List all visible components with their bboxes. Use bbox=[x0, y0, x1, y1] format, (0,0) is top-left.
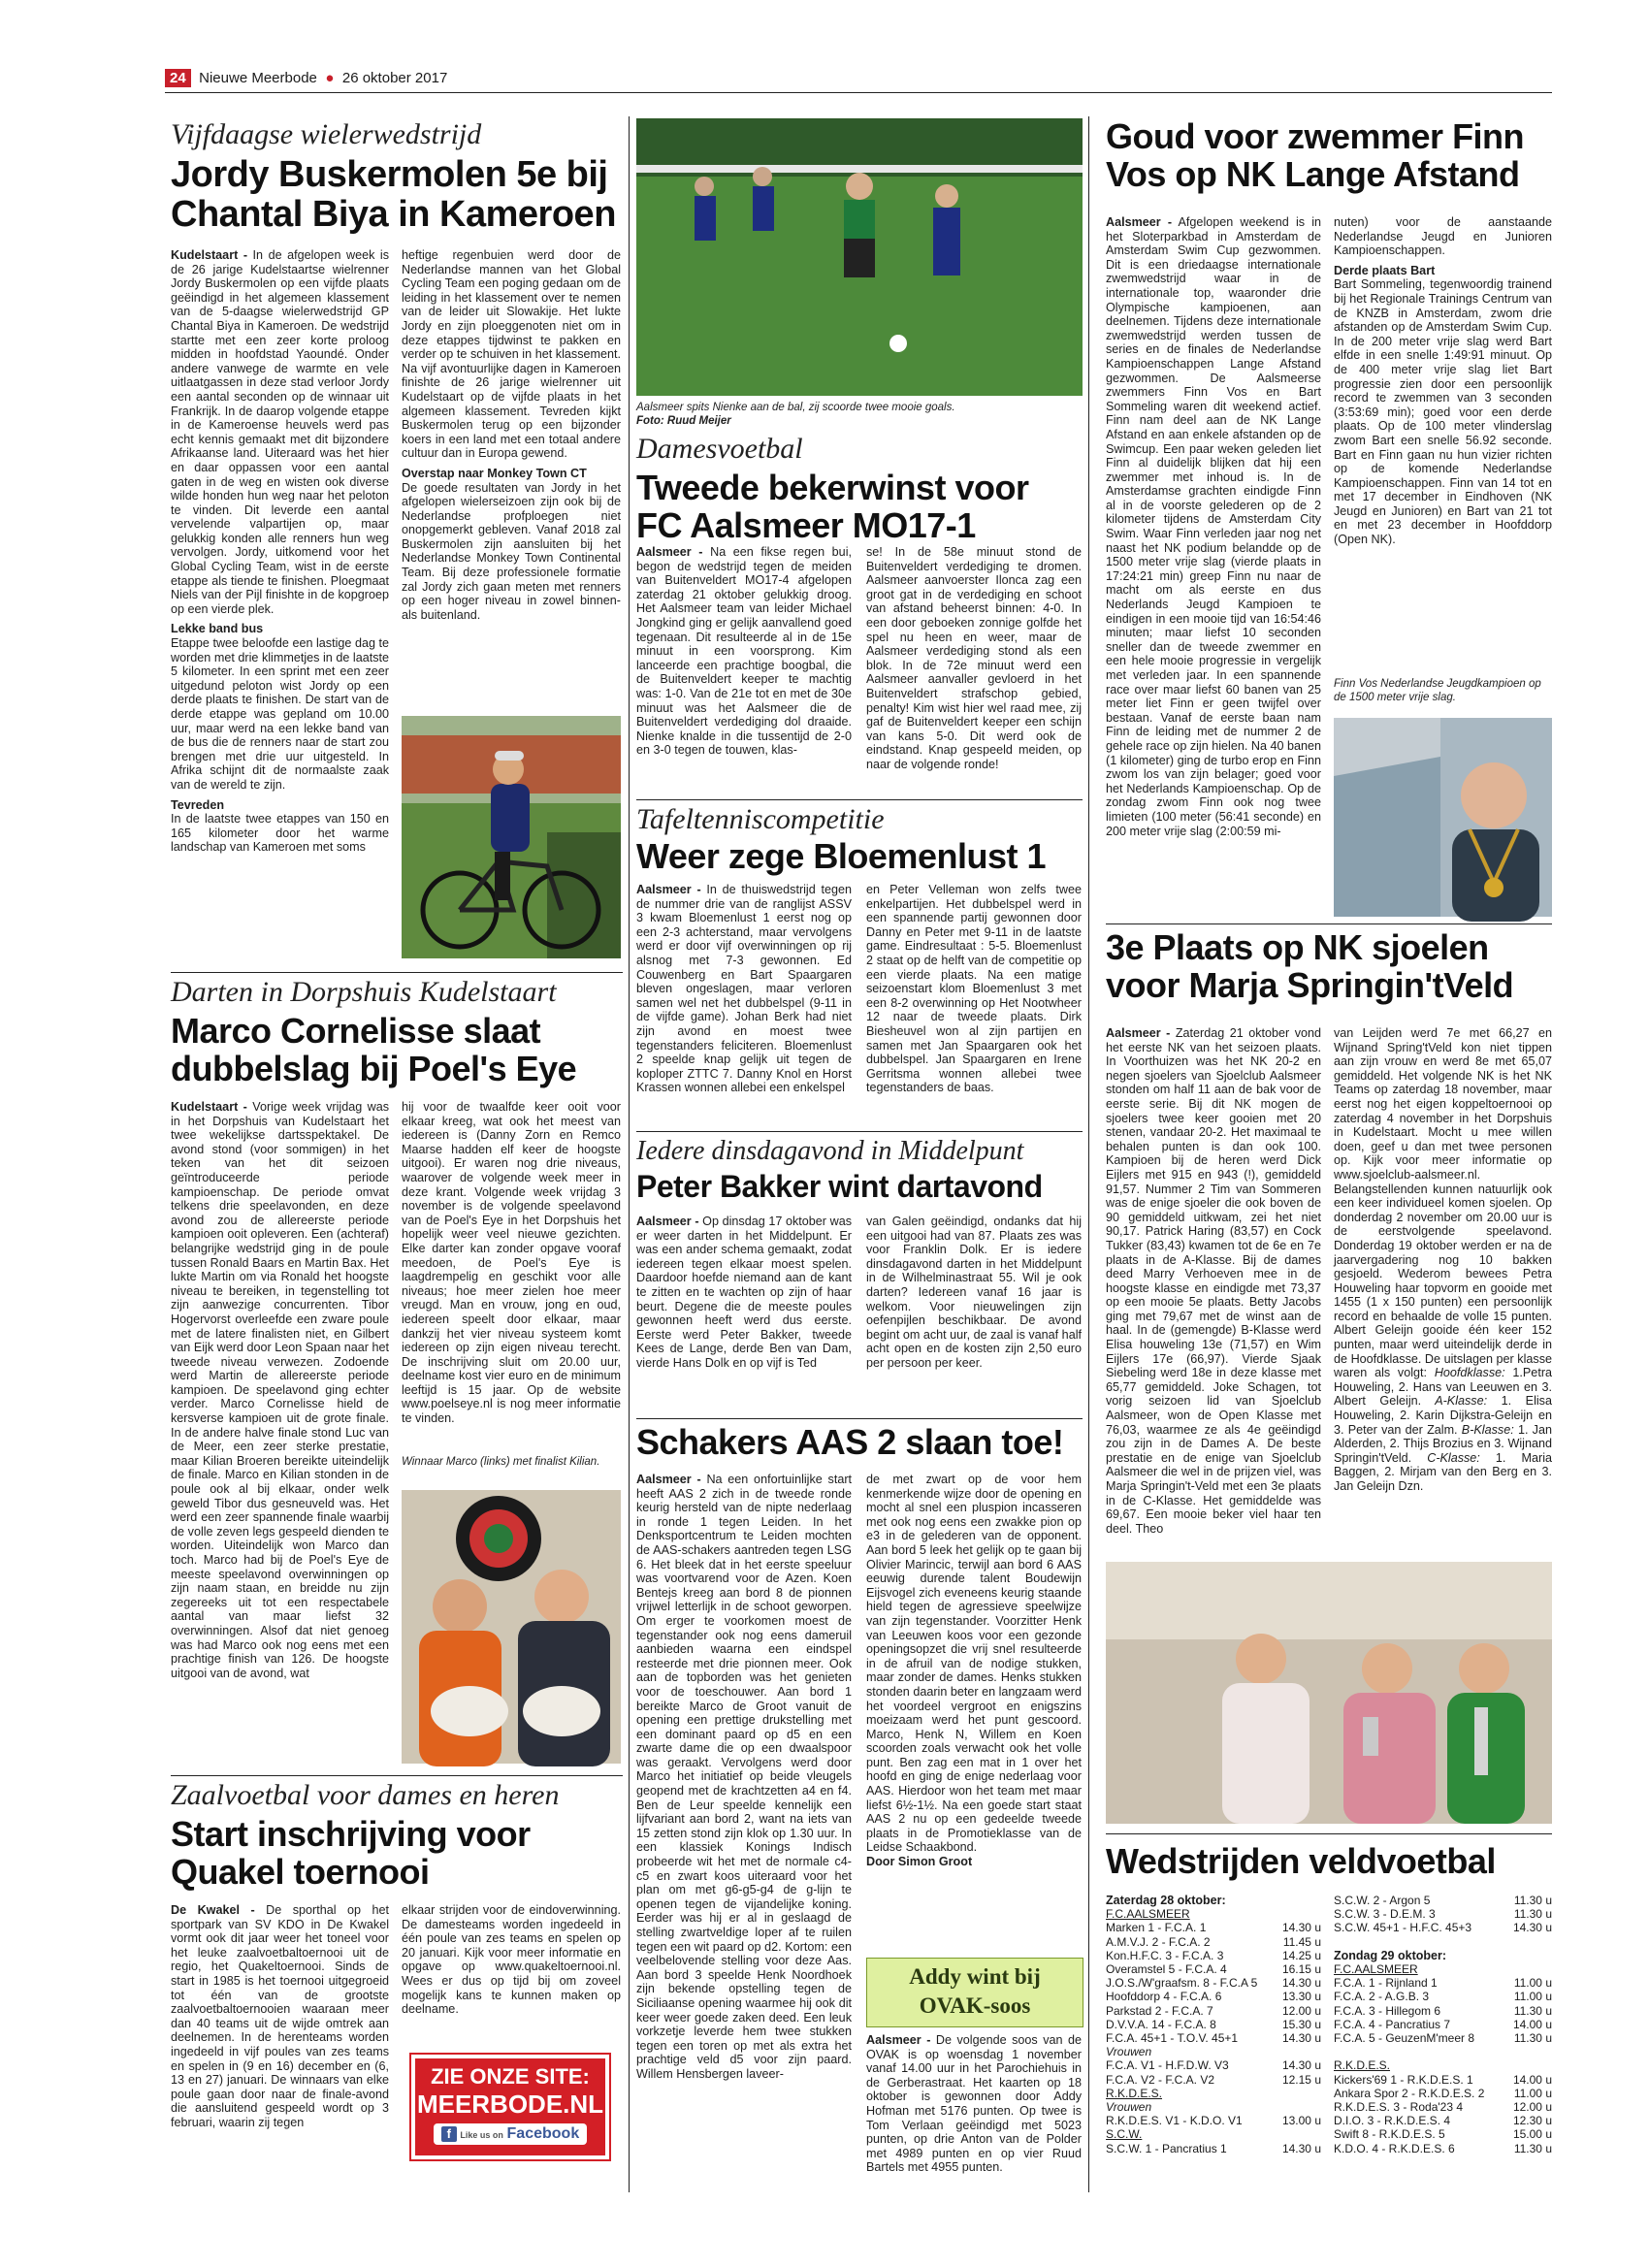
fixture-text: F.C.A. 2 - A.G.B. 3 bbox=[1334, 1990, 1430, 2004]
article-headline: Weer zege Bloemenlust 1 bbox=[636, 836, 1046, 876]
fixture-time: 12.00 u bbox=[1512, 2100, 1552, 2115]
article-kicker: Darten in Dorpshuis Kudelstaart bbox=[171, 976, 557, 1008]
body-text: en Peter Velleman won zelfs twee enkelpartijen. Het dubbelspel werd in een spannende partij gewonnen door Danny en Peter met 9-11 in de laatste game. Eindresultaat : 5-5. Bloemenlust 2 staat op de helft van de competitie op een vierde plaats. Na een matige seizoenstart klom Bloemenlust 3 met een 8-2 overwinning op Het Nootwheer 12 naar de tweede plaats. Dirk Biesheuvel won al zijn partijen en samen met Jan Spaargaren ook het dubbelspel. Jan Spaargaren en Irene Gerritsma wonnen allebei twee tegenstanders de baas. bbox=[866, 883, 1082, 1095]
body-text: Na een fikse regen bui, begon de wedstrijd tegen de meiden van Buitenveldert MO17-4 afgelopen zaterdag 21 oktober gelukkig droog. Het Aalsmeer team van leider Michael Jongkind ging er gelijk aanvallend goed tegenaan. Dit resulteerde al in de 15e minuut in een voorsprong. Kim lanceerde een prachtige boogbal, die de Buitenveldert keeper te machtig was: 1-0. Van de 21e tot en met de 30e minuut was het Aalsmeer die de Buitenveldert verdediging dol draaide. Nienke knalde in die tussentijd de 2-0 en 3-0 tegen de touwen, klas- bbox=[636, 545, 852, 758]
fixture-time: 14.00 u bbox=[1512, 2017, 1552, 2031]
fixture-text: Parkstad 2 - F.C.A. 7 bbox=[1106, 2003, 1213, 2018]
body-text: In de thuiswedstrijd tegen de nummer drie van de ranglijst ASSV 3 kwam Bloemenlust 1 eerst nog op een 2-3 achterstand, maar vervolgens werd er door vijf overwinningen op rij alsnog met 7-3 gewonnen. Ed Couwenberg en Bart Spaargaren bleven ongeslagen, maar verloren samen wel net het dubbelspel (9-11 in de vijfde game). Johan Berk had niet zijn avond en moest twee tegenstanders feliciteren. Bloemenlust 2 speelde knap gelijk uit tegen de koploper ZTTC 7. Danny Knol en Horst Krassen wonnen allebei een enkelspel bbox=[636, 883, 852, 1095]
fixture-text: R.K.D.E.S. bbox=[1334, 2058, 1391, 2073]
subheading: Lekke band bus bbox=[171, 622, 264, 636]
result-class: A-Klasse: bbox=[1421, 1394, 1488, 1409]
fixture-row bbox=[1106, 1976, 1321, 1990]
subheading: Overstap naar Monkey Town CT bbox=[402, 466, 587, 480]
fixture-row bbox=[1106, 1990, 1321, 2003]
fixture-time: 14.00 u bbox=[1512, 2072, 1552, 2087]
section-rule bbox=[171, 972, 623, 973]
article-body-col1 bbox=[1106, 215, 1321, 914]
darts-illustration bbox=[402, 1490, 621, 1764]
lead-place: Aalsmeer - bbox=[636, 545, 703, 559]
article-body-col1 bbox=[636, 883, 852, 1127]
fixture-text: K.D.O. 4 - R.K.D.E.S. 6 bbox=[1334, 2141, 1455, 2155]
fixture-text: Vrouwen bbox=[1106, 2045, 1152, 2059]
body-text: hij voor de twaalfde keer ooit voor elkaar kreeg, wat ook het meest van iedereen is (Danny Zorn en Remco Maarse hadden elf keer de hoogste uitgooi). Er waren nog drie niveaus, waarover de volgende week meer in deze krant. Volgende week vrijdag 3 november is de volgende speelavond van de Poel's Eye in het Dorpshuis het hopelijk weer veel nieuwe gezichten. Elke darter kan zonder opgave vooraf meedoen, de Poel's Eye is laagdrempelig en geschikt voor alle niveaus; hoe meer zielen hoe meer vreugd. Man en vrouw, jong en oud, iedereen speelt door elkaar, maar dankzij het vier niveau systeem komt iedereen op zijn eigen niveau terecht. De inschrijving sluit om 20.00 uur, deelname kost vier euro en de minimum leeftijd is 15 jaar. Op de website www.poelseye.nl is nog meer informatie te vinden. bbox=[402, 1100, 621, 1426]
article-swimming bbox=[1106, 118, 1552, 194]
lead-place: Aalsmeer - bbox=[636, 1215, 699, 1228]
fixture-heading bbox=[1334, 1949, 1552, 1962]
article-headline: Marco Cornelisse slaat dubbelslag bij Poel's Eye bbox=[171, 1011, 577, 1088]
ovak-headline-box bbox=[866, 1958, 1083, 2027]
photo-swimmer bbox=[1334, 718, 1552, 917]
fixture-time bbox=[1507, 1935, 1552, 1949]
article-body-col1 bbox=[636, 1215, 852, 1409]
fixture-row bbox=[1334, 2100, 1552, 2114]
fixture-text: D.I.O. 3 - R.K.D.E.S. 4 bbox=[1334, 2114, 1451, 2128]
fixture-time: 11.45 u bbox=[1282, 1934, 1321, 1949]
fixture-text: Swift 8 - R.K.D.E.S. 5 bbox=[1334, 2127, 1445, 2142]
fixture-text: Kon.H.F.C. 3 - F.C.A. 3 bbox=[1106, 1948, 1224, 1962]
photo-cyclist bbox=[402, 716, 621, 958]
fixture-row bbox=[1334, 1907, 1552, 1921]
body-text: elkaar strijden voor de eindoverwinning. De damesteams worden ingedeeld in één poule van zes teams en spelen op 20 januari. Kijk voor meer informatie en opgave op www.quakeltoernooi.nl. Wees er dus op tijd bij om zoveel mogelijk kans te kunnen maken op deelname. bbox=[402, 1903, 621, 2017]
fixture-text: R.K.D.E.S. bbox=[1106, 2086, 1163, 2100]
article-headline: Start inschrijving voor Quakel toernooi bbox=[171, 1814, 531, 1892]
body-text: Op dinsdag 17 oktober was er weer darten in het Middelpunt. Er was een ander schema gemaakt, zodat iedereen tegen elkaar moest spelen. Daardoor hoefde niemand aan de kant te zitten en te wachten op zijn of haar beurt. Degene die de meeste poules gewonnen heeft werd dus eerste. Eerste werd Peter Bakker, tweede Kees de Lange, derde Ben van Dam, vierde Hans Dolk en op vijf is Ted bbox=[636, 1215, 853, 1370]
article-kicker: Vijfdaagse wielerwedstrijd bbox=[171, 118, 482, 150]
like-text: Like us on bbox=[460, 2130, 503, 2140]
fixture-text: F.C.A. 45+1 - T.O.V. 45+1 bbox=[1106, 2031, 1239, 2046]
article-body-col2 bbox=[402, 248, 621, 704]
body-text: De goede resultaten van Jordy in het afgelopen wielerseizoen zijn ook bij de Nederlandse profploegen niet onopgemerkt gebleven. Vanaf 2018 zal Buskermolen zijn aansluiten bij het Nederlandse Monkey Town Continental Team. Bij deze professionele formatie zal Jordy zich gaan meten met renners op een hoger niveau in zowel binnen- als buitenland. bbox=[402, 480, 621, 622]
body-text: Etappe twee beloofde een lastige dag te worden met drie klimmetjes in de laatste 5 kilometer. In een sprint met een zeer uitgedund peloton wist Jordy op een derde plaats te finishen. De start van de derde etappe was gepland om 10.00 uur, maar werd na een lekke band van de bus die de renners naar de start zou brengen met drie uur uitgesteld. In Afrika schijnt dit de normaalste zaak van de wereld te zijn. bbox=[171, 636, 389, 792]
article-headline: Jordy Buskermolen 5e bij Chantal Biya in Kameroen bbox=[171, 154, 616, 236]
result-class: C-Klasse: bbox=[1411, 1450, 1480, 1465]
fixture-row bbox=[1106, 2073, 1321, 2087]
article-darts bbox=[171, 976, 622, 1088]
fixture-text: Ankara Spor 2 - R.K.D.E.S. 2 bbox=[1334, 2086, 1485, 2100]
fixture-row bbox=[1334, 1894, 1552, 1907]
fixture-text: F.C.A. V2 - F.C.A. V2 bbox=[1106, 2072, 1215, 2087]
fixture-row bbox=[1334, 1921, 1552, 1934]
fixture-text: Overamstel 5 - F.C.A. 4 bbox=[1106, 1962, 1227, 1977]
fixture-time bbox=[1277, 1894, 1321, 1907]
article-kicker: Tafeltenniscompetitie bbox=[636, 803, 885, 835]
fixture-text: D.V.V.A. 14 - F.C.A. 8 bbox=[1106, 2017, 1216, 2031]
section-rule bbox=[171, 1775, 623, 1776]
photo-caption: Winnaar Marco (links) met finalist Kilian. bbox=[402, 1456, 600, 1468]
newspaper-name: Nieuwe Meerbode bbox=[199, 70, 317, 86]
cyclist-illustration bbox=[402, 716, 621, 958]
fixture-time bbox=[1277, 2087, 1321, 2100]
article-body-col1 bbox=[636, 1473, 852, 2186]
section-rule bbox=[636, 1131, 1083, 1132]
article-ovak-body bbox=[866, 2033, 1082, 2188]
fixtures-left bbox=[1106, 1894, 1321, 2155]
fixture-time: 12.15 u bbox=[1281, 2072, 1321, 2087]
column-rule-1 bbox=[629, 116, 630, 2192]
fixture-heading bbox=[1334, 2058, 1552, 2072]
body-text: De sporthal op het sportpark van SV KDO in De Kwakel vormt ook dit jaar weer het toneel voor het leuke zaalvoetbaltoernooi uit de regio, het Quakeltoernooi. Sinds de start in 1985 is het toernooi uitgegroeid tot één van de grootste zaalvoetbaltoernooien waaraan meer dan 40 teams uit de wijde omtrek aan deelnemen. In de herenteams worden ingedeeld in vijf poules van zes teams en spelen in (9 en 16) december en (6, 13 en 27) januari. De winnaars van elke poule gaan door naar de finale-avond die aansluitend gespeeld wordt op 3 februari, waarin zij tegen bbox=[171, 1903, 389, 2129]
subheading: Derde plaats Bart bbox=[1334, 263, 1436, 277]
fixture-heading bbox=[1106, 2100, 1321, 2114]
fixture-text: J.O.S./W'graafsm. 8 - F.C.A 5 bbox=[1106, 1976, 1258, 1991]
fixture-row bbox=[1106, 1935, 1321, 1949]
fixture-heading bbox=[1106, 2087, 1321, 2100]
article-kicker: Iedere dinsdagavond in Middelpunt bbox=[636, 1136, 1024, 1166]
fixtures-right bbox=[1334, 1894, 1552, 2155]
fixture-row bbox=[1106, 2018, 1321, 2031]
article-body-col1 bbox=[171, 1903, 389, 2177]
fixture-time bbox=[1507, 2045, 1552, 2058]
fixture-time: 14.30 u bbox=[1281, 1921, 1321, 1935]
fixture-heading bbox=[1106, 1894, 1321, 1907]
lead-place: De Kwakel - bbox=[171, 1903, 255, 1917]
article-headline: 3e Plaats op NK sjoelen voor Marja Springin'tVeld bbox=[1106, 927, 1514, 1005]
fixture-text: A.M.V.J. 2 - F.C.A. 2 bbox=[1106, 1934, 1211, 1949]
article-body-col2 bbox=[866, 1473, 1082, 1944]
fixture-heading bbox=[1106, 2127, 1321, 2141]
fixture-heading bbox=[1106, 2045, 1321, 2058]
fixture-time: 11.00 u bbox=[1513, 1976, 1552, 1991]
fixture-row bbox=[1106, 2004, 1321, 2018]
fixture-row bbox=[1334, 2127, 1552, 2141]
fixture-text: Hoofddorp 4 - F.C.A. 6 bbox=[1106, 1990, 1222, 2004]
article-futsal bbox=[171, 1779, 622, 1892]
fixtures-table-left bbox=[1106, 1894, 1321, 2155]
fixture-time: 14.30 u bbox=[1512, 1921, 1552, 1935]
column-rule-2 bbox=[1088, 116, 1089, 2192]
fixture-time: 11.30 u bbox=[1513, 1907, 1552, 1922]
article-body-col2 bbox=[1334, 1026, 1552, 1555]
lead-place: Aalsmeer - bbox=[636, 883, 701, 896]
fixture-time: 16.15 u bbox=[1281, 1962, 1321, 1977]
fixture-time bbox=[1277, 1907, 1321, 1921]
fixture-row bbox=[1334, 2031, 1552, 2045]
fixture-text: R.K.D.E.S. 3 - Roda'23 4 bbox=[1334, 2100, 1464, 2115]
article-body-col1 bbox=[171, 248, 389, 961]
fixture-time: 14.30 u bbox=[1281, 2031, 1321, 2046]
facebook-text: Facebook bbox=[506, 2125, 580, 2142]
fixture-row bbox=[1334, 2114, 1552, 2127]
ad-line1: ZIE ONZE SITE: bbox=[431, 2064, 590, 2089]
sjoelen-illustration bbox=[1106, 1562, 1552, 1824]
photo-dart-winners bbox=[402, 1490, 621, 1764]
fixture-text bbox=[1334, 1935, 1507, 1949]
fixture-text: F.C.AALSMEER bbox=[1334, 1962, 1418, 1977]
fixture-row bbox=[1334, 2018, 1552, 2031]
result-text: 1.Petra Houweling, 2. Hans van Leeuwen en 3. Albert Geleijn. bbox=[1334, 1366, 1553, 1409]
result-text: 1. Elisa Houweling, 2. Karin Dijkstra-Geleijn en 3. Peter van der Zalm. bbox=[1334, 1394, 1552, 1437]
facebook-icon: f bbox=[441, 2126, 457, 2142]
fixture-time: 11.30 u bbox=[1513, 2141, 1552, 2155]
article-fixtures bbox=[1106, 1843, 1552, 1881]
fixture-heading bbox=[1106, 1907, 1321, 1921]
article-headline: Peter Bakker wint dartavond bbox=[636, 1169, 1043, 1204]
section-rule bbox=[1106, 1833, 1552, 1834]
fixture-time bbox=[1277, 2127, 1321, 2141]
body-text: Vorige week vrijdag was in het Dorpshuis van Kudelstaart het twee wekelijkse dartsspektakel. De avond stond (voor sommigen) in het teken van het dit seizoen geïntroduceerde periode kampioenschap. De periode omvat telkens drie speelavonden, en deze avond zou de allereerste periode kampioen ooit opleveren. Een (achteraf) belangrijke wedstrijd ging in de poule tussen Ronald Baars en Martin Bax. Het lukte Martin om via Ronald het hoogste niveau te bereiken, in tegenstelling tot zijn aanwezige concurrenten. Tibor Hogervorst overleefde een zware poule met de latere finalisten niet, en Gilbert van Eijk werd door Leon Spaan naar het tweede niveau verwezen. Zodoende werd Martin de allereerste periode kampioen. De speelavond ging echter verder. Marco Cornelisse hield de kersverse kampioen uit de grote finale. In de andere halve finale stond Luc van de Meer, een zeer sterke prestatie, maar Kilian Broeren bereikte uiteindelijk de finale. Marco en Kilian stonden in de poule ook al bij elkaar, onder welk geweld Tibor dus gesneuveld was. Het werd een zeer spannende finale waarbij de volle zeven legs gespeeld dienden te worden. Uiteindelijk won Marco dan toch. Marco had bij de Poel's Eye de meeste speelavond overwinningen op zijn naam staan, en breidde nu zijn zegereeks uit tot een respectabele aantal van maar liefst 32 overwinningen. Alsof dat niet genoeg was had Marco ook nog eens met een prachtige finish van 126. De hoogste uitgooi van de avond, wat bbox=[171, 1100, 389, 1680]
fixture-time: 12.30 u bbox=[1512, 2114, 1552, 2128]
fixture-text: S.C.W. 1 - Pancratius 1 bbox=[1106, 2141, 1227, 2155]
fixture-text: R.K.D.E.S. V1 - K.D.O. V1 bbox=[1106, 2114, 1243, 2128]
fixture-row bbox=[1334, 2004, 1552, 2018]
article-headline: Schakers AAS 2 slaan toe! bbox=[636, 1422, 1064, 1462]
lead-place: Kudelstaart - bbox=[171, 248, 248, 262]
fixture-time bbox=[1507, 1962, 1552, 1976]
fixture-row bbox=[1334, 1976, 1552, 1990]
photo-caption bbox=[636, 401, 1083, 428]
fixture-row bbox=[1106, 2031, 1321, 2045]
photo-sjoelen-winners bbox=[1106, 1562, 1552, 1824]
article-kicker: Zaalvoetbal voor dames en heren bbox=[171, 1779, 560, 1811]
result-class: Hoofdklasse: bbox=[1434, 1366, 1505, 1380]
box-line2: OVAK-soos bbox=[919, 1993, 1031, 2018]
fixture-text bbox=[1334, 2045, 1507, 2058]
header-separator-icon: ● bbox=[325, 70, 335, 86]
fixture-heading bbox=[1334, 1935, 1552, 1949]
fixture-row bbox=[1334, 2087, 1552, 2100]
fixture-time bbox=[1277, 2045, 1321, 2058]
fixture-text: F.C.A. 5 - GeuzenM'meer 8 bbox=[1334, 2031, 1475, 2046]
body-text: de met zwart op de voor hem kenmerkende wijze door de opening en mocht al snel een pluspion incasseren met ook nog eens een zwakke pion op e3 in de gelederen van de opponent. Aan bord 5 leek het gelijk op te gaan bij Olivier Marincic, terwijl aan bord 6 AAS eeuwig durende talent Boudewijn Eijsvogel zich eveneens keurig staande hield tegen de agressieve speelwijze van zijn tegenstander. Voorzitter Henk van Leeuwen koos voor een gezonde openingsopzet die vrij snel resulteerde in de afruil van de nodige stukken, maar zonder de dames. Henks stukken stonden daarin beter en langzaam werd het voordeel vergroot en enigszins moeizaam werd het punt gescoord. Marco, Henk N, Willem en Koen scoorden zoals verwacht ook het volle punt. Ben zag een mat in 1 over het hoofd en ging de enige nederlaag voor AAS. Hierdoor won het team met maar liefst 6½-1½. Na een goede start staat AAS 2 nu op een gedeelde tweede plaats in de Promotieklasse van de Leidse Schaakbond. bbox=[866, 1473, 1082, 1855]
fixture-text: F.C.A. 3 - Hillegom 6 bbox=[1334, 2003, 1441, 2018]
fixture-text: Vrouwen bbox=[1106, 2100, 1152, 2115]
fixture-time: 14.25 u bbox=[1281, 1948, 1321, 1962]
results-list bbox=[1334, 1366, 1552, 1493]
fixture-heading bbox=[1334, 2045, 1552, 2058]
article-dart-evening bbox=[636, 1135, 1083, 1204]
body-text: se! In de 58e minuut stond de Buitenveldert verdediging te dromen. Aalsmeer aanvoerster Ilonca zag een groot gat in de verdediging en schoot van afstand beheerst binnen: 4-0. In een door geboeken zonnige golfde het spel nu heen en weer, maar de Aalsmeer verdediging stond als een blok. In de 72e minuut werd een Aalsmeer aanvaller gevloerd in het Buitenveldert strafschop gebied, penalty! Kim wist hier wel raad mee, zij gaf de Buitenveldert keeper een schijn van kans 5-0. Dit werd ook de eindstand. Knap gespeeld meiden, op naar de volgende ronde! bbox=[866, 545, 1082, 771]
fixture-row bbox=[1334, 1990, 1552, 2003]
fixture-time bbox=[1507, 2058, 1552, 2072]
fixture-time bbox=[1277, 2100, 1321, 2114]
fixture-time: 14.30 u bbox=[1281, 2141, 1321, 2155]
article-headline: Wedstrijden veldvoetbal bbox=[1106, 1841, 1496, 1881]
fixture-row bbox=[1106, 2058, 1321, 2072]
section-rule bbox=[636, 799, 1083, 800]
fixture-row bbox=[1334, 2142, 1552, 2155]
body-text: nuten) voor de aanstaande Nederlandse Jeugd en Junioren Kampioenschappen. bbox=[1334, 215, 1552, 258]
fixture-heading bbox=[1334, 1962, 1552, 1976]
fixture-time: 14.30 u bbox=[1281, 1976, 1321, 1991]
fixture-time: 15.30 u bbox=[1281, 2017, 1321, 2031]
lead-place: Aalsmeer - bbox=[866, 2033, 931, 2047]
facebook-badge[interactable] bbox=[434, 2123, 587, 2145]
fixture-time bbox=[1507, 1949, 1552, 1962]
fixture-time: 11.30 u bbox=[1513, 1894, 1552, 1907]
fixture-row bbox=[1106, 1962, 1321, 1976]
page-header bbox=[165, 70, 447, 87]
section-rule bbox=[1106, 923, 1552, 924]
football-illustration bbox=[636, 118, 1083, 396]
article-cycling bbox=[171, 118, 622, 235]
article-body-col1 bbox=[636, 545, 852, 795]
photo-womens-football bbox=[636, 118, 1083, 396]
caption-text: Aalsmeer spits Nienke aan de bal, zij scoorde twee mooie goals. bbox=[636, 402, 955, 413]
swimmer-illustration bbox=[1334, 718, 1552, 917]
article-body-col2 bbox=[402, 1100, 621, 1454]
body-text: In de afgelopen week is de 26 jarige Kudelstaartse wielrenner Jordy Buskermolen op een vijfde plaats geëindigd in het algemeen klassement van de 5-daagse wielerwedstrijd GP Chantal Biya in Kameroen. De wedstrijd startte met een zeer korte proloog midden in hoofdstad Yaoundé. Onder andere vanwege de warmte en vele uitlaatgassen in deze stad verloor Jordy een aantal seconden op de winnaar uit Frankrijk. In de daarop volgende etappe in de Kameroense heuvels werd pas echt kennis gemaakt met dit bijzondere Afrikaanse land. Uiteraard was het hier en daar oppassen voor een aantal gaten in de weg en wisten ook diverse wilde honden hun weg naar het peloton te vinden. Dit leverde een aantal vervelende valpartijen op, maar gelukkig konden alle renners hun weg vervolgen. Jordy, uitkomend voor het Global Cycling Team, wist in de eerste etappe als tiende te finishen. Ploegmaat Niels van der Pijl finishte in de kopgroep op een vierde plek. bbox=[171, 248, 389, 616]
fixture-time: 11.30 u bbox=[1513, 2031, 1552, 2046]
fixture-text: Zaterdag 28 oktober: bbox=[1106, 1894, 1226, 1907]
body-text: heftige regenbuien werd door de Nederlandse mannen van het Global Cycling Team een poging gedaan om de leiding in het klassement over te nemen van de leider uit Slowakije. Het lukte Jordy en zijn ploeggenoten niet om in deze etappes tijdwinst te pakken en verder op te schuiven in het klassement. Na vijf avontuurlijke dagen in Kameroen finishte de 26 jarige wielrenner uit Kudelstaart op de vijfde plaats in het algemeen klassement. Tevreden kijkt Buskermolen terug op een bijzonder koers in een land met een totaal andere cultuur dan in Europa gewend. bbox=[402, 248, 621, 461]
fixture-row bbox=[1106, 1921, 1321, 1934]
fixture-time: 11.30 u bbox=[1513, 2003, 1552, 2018]
body-text: van Leijden werd 7e met 66,27 en Wijnand Spring'tVeld kon niet tippen aan zijn vrouw en werd 8e met 65,07 gemiddeld. Het volgende NK is het NK Teams op zaterdag 18 november, maar eerst nog het eigen koppeltoernooi op zaterdag 4 november in het Dorpshuis in Kudelstaart. Mocht u mee willen doen, geef u dan met twee personen op. Kijk voor meer informatie op www.sjoelclub-aalsmeer.nl. Belangstellenden kunnen natuurlijk ook een keer individueel komen sjoelen. Op donderdag 2 november om 20.00 uur is de eerstvolgende speelavond. Donderdag 19 oktober werden er na de jaarvergadering nog 10 bakken gesjoeld. Wederom bewees Petra Houweling haar topvorm en gooide met 1455 (1 x 150 punten) een persoonlijk record en behaalde de volle 15 punten. Albert Geleijn gooide één keer 152 punten, maar werd uiteindelijk derde in de Hoofdklasse. De uitslagen per klasse waren als volgt: bbox=[1334, 1026, 1552, 1380]
fixture-text: F.C.AALSMEER bbox=[1106, 1907, 1190, 1922]
fixture-time: 11.00 u bbox=[1513, 2086, 1552, 2100]
fixture-time: 13.00 u bbox=[1281, 2114, 1321, 2128]
body-text: van Galen geëindigd, ondanks dat hij een uitgooi had van 87. Plaats zes was voor Franklin Dolk. Er is iedere dinsdagavond darten in het Middelpunt in de Wilhelminastraat 55. Wil je ook darten? Iedereen vanaf 16 jaar is welkom. Voor nieuwelingen zijn oefenpijlen beschikbaar. De avond begint om acht uur, de zaal is vanaf half acht open en de kosten zijn 2,50 euro per persoon per keer. bbox=[866, 1215, 1082, 1370]
result-text: 1. Jan Alderden, 2. Thijs Brozius en 3. Wijnand Springin'tVeld. bbox=[1334, 1422, 1552, 1465]
fixture-row bbox=[1106, 2114, 1321, 2127]
fixture-text: Kickers'69 1 - R.K.D.E.S. 1 bbox=[1334, 2072, 1473, 2087]
website-ad[interactable] bbox=[411, 2055, 609, 2159]
issue-date: 26 oktober 2017 bbox=[341, 70, 448, 86]
lead-place: Aalsmeer - bbox=[1106, 1026, 1171, 1040]
article-body-col1 bbox=[171, 1100, 389, 1769]
fixture-text: S.C.W. 2 - Argon 5 bbox=[1334, 1894, 1431, 1907]
fixture-row bbox=[1334, 2073, 1552, 2087]
body-text: Bart Sommeling, tegenwoordig trainend bij het Regionale Trainings Centrum van de KNZB in Amsterdam, zwom drie afstanden op de Amsterdam Swim Cup. In de 200 meter vrije slag werd Bart elfde in een snelle 1:49:91 minuut. Op de 400 meter vrije slag liet Bart progressie zien door een persoonlijk record te zwemmen van 3 seconden (3:53:69 min); goed voor een derde plaats. Op de 100 meter vlinderslag zwom Bart een snelle 56.92 seconde. Bart en Finn gaan nu hun vizier richten op de komende Nederlandse Kampioenschappen. Finn van 14 tot en met 17 december in Eindhoven (NK Jeugd en Junioren) en Bart van 21 tot en met 23 december in Hoofddorp (Open NK). bbox=[1334, 277, 1552, 547]
article-body-col1 bbox=[1106, 1026, 1321, 1555]
body-text: Afgelopen weekend is in het Sloterparkbad in Amsterdam de Amsterdam Swim Cup gezwommen. Dit is een driedaagse internationale zwemwedstrijd waar in de internationale top, waaronder drie Olympische kampioenen, aan deelnemen. Tijdens deze internationale zwemwedstrijd werden tussen de series en de finales de Nederlandse Kampioenschappen Lange Afstand gezwommen. De Aalsmeerse zwemmers Finn Vos en Bart Sommeling waren dit weekend actief. Finn nam deel aan de NK Lange Afstand en aan enkele afstanden op de Swimcup. Een paar weken geleden liet Finn al duidelijk blijken dat hij een zwemmer met inhoud is. In de Amsterdamse grachten eindigde Finn al in de voorste gelederen op de 2 kilometer tijdens de Amsterdam City Swim. Waar Finn verleden jaar nog net naast het NK podium belandde op de 1500 meter vrije slag (vierde plaats in 17:24:21 min) greep Finn nu naar de macht om als eerste en dus Nederlands Jeugd Kampioen te eindigen in een mooie tijd van 16:54:46 minuten; maar liefst 10 seconden sneller dan de tweede zwemmer en een hele mooie progressie in vergelijk met verleden jaar. In een spannende race over maar liefst 60 banen van 25 meter liet Finn er geen twijfel over bestaan. Vanaf de eerste baan nam Finn de leiding met de nummer 2 de gehele race op zijn hielen. Na 40 banen (1 kilometer) ging de turbo erop en Finn zwom los van zijn belager; goed voor het Nederlands Kampioenschap. Op de zondag zwom Finn ook nog twee limieten (100 meter (56:41 seconde) en 200 meter vrije slag (2:00:59 mi- bbox=[1106, 215, 1322, 838]
subheading: Tevreden bbox=[171, 797, 225, 812]
result-text: 1. Maria Baggen, 2. Mirjam van den Berg en 3. Jan Geleijn Dzn. bbox=[1334, 1450, 1552, 1493]
lead-place: Aalsmeer - bbox=[1106, 215, 1173, 229]
body-text: Na een onfortuinlijke start heeft AAS 2 zich in de tweede ronde keurig hersteld van de nipte nederlaag in ronde 1 tegen Leiden. In het Denksportcentrum te Leiden mochten de AAS-schakers aantreden tegen LSG 6. Het bleek dat in het eerste speeluur was voortvarend voor de Azen. Koen Bentejs kreeg aan bord 8 de pionnen vrijwel letterlijk in de schoot geworpen. Om erger te voorkomen moest de tegenstander ook nog eens dameruil aanbieden waarna een eindspel resteerde met drie pionnen meer. Ook aan de topborden was het genieten voor de toeschouwer. Aan bord 1 bereikte Marco de Groot vanuit de opening een prettige drukstelling met een dominant paard op d5 en een zwarte dame die op een dwaalspoor was geraakt. Vervolgens werd door Marco het initiatief op beide vleugels geopend met de krachtzetten a4 en f4. Ben de Leur speelde kennelijk een lijfvariant aan bord 2, want na iets van 15 zetten stond zijn klok op 1.30 uur. In een klassiek Konings Indisch probeerde wit het met de normale c4-c5 en zwart koos uiteraard voor het plan om met g6-g5-g4 de g-lijn te openen tegen de vijandelijke koning. Eerder was hij er al in geslaagd de stelling zwartveldige loper af te ruilen tegen een wit paard op d2. Kortom: een veelbelovende stelling voor deze Aas. Aan bord 3 speelde Henk Noordhoek zijn bekende opstelling tegen de Siciliaanse opening waarmee hij ook dit keer weer goede zaken deed. Een leuk vorkzetje leverde hem twee stukken tegen een toren op met als extra het prachtige veld d5 voor zijn paard. Willem Hensbergen laveer- bbox=[636, 1473, 853, 2081]
fixture-text: S.C.W. 45+1 - H.F.C. 45+3 bbox=[1334, 1921, 1472, 1935]
header-rule bbox=[165, 92, 1552, 93]
article-kicker: Damesvoetbal bbox=[636, 433, 803, 465]
box-line1: Addy wint bij bbox=[909, 1964, 1041, 1989]
fixture-text: F.C.A. 1 - Rijnland 1 bbox=[1334, 1976, 1438, 1991]
body-text: Zaterdag 21 oktober vond het eerste NK van het seizoen plaats. In Voorthuizen was het NK 20-2 en negen sjoelers van Sjoelclub Aalsmeer stonden om half 11 aan de bak voor de eerste serie. Bij dit NK mogen de sjoelers twee keer gooien met 20 stenen, vandaar 20-2. Het maximaal te behalen punten is dan ook 100. Kampioen bij de heren werd Dick Eijlers met 915 en 943 (!), gemiddeld 91,57. Nummer 2 Tim van Sommeren was de enige sjoeler die ook boven de 90 gemiddeld uitkwam, zei het niet 90,17. Patrick Haring (83,57) en Cock Tukker (83,43) kwamen tot de 6e en 7e plaats in de A-Klasse. Bij de dames deed Marry Verhoeven mee in de hoogste klasse en eindigde met 73,37 op een mooie 5e plaats. Betty Jacobs ging met 79,67 met de winst aan de haal. In de (gemengde) B-Klasse werd Elisa houweling 13e (71,57) en Wim Eijlers 17e (66,97). Vierde Sjaak Siebeling werd 18e in deze klasse met 65,77 gemiddeld. Joke Schagen, tot vorig seizoen lid van Sjoelclub Aalsmeer, won de Open Klasse met 76,03, waarmee ze als 4e geëindigd zou zijn in de Dames A. De beste prestatie en de enige van Sjoelclub Aalsmeer die wel in de prijzen viel, was Marja Springin't-Veld met een 3e plaats in de C-Klasse. Het gemiddelde was 69,67. Een mooie beker viel haar ten deel. Theo bbox=[1106, 1026, 1322, 1536]
article-headline: Goud voor zwemmer Finn Vos op NK Lange Afstand bbox=[1106, 116, 1525, 194]
lead-place: Aalsmeer - bbox=[636, 1473, 701, 1486]
fixture-time: 11.00 u bbox=[1513, 1990, 1552, 2004]
page-number: 24 bbox=[165, 69, 191, 87]
fixtures-table-right bbox=[1334, 1894, 1552, 2155]
article-body-col2 bbox=[1334, 215, 1552, 664]
fixture-time: 15.00 u bbox=[1512, 2127, 1552, 2142]
fixture-time: 14.30 u bbox=[1281, 2058, 1321, 2073]
article-body-col2 bbox=[866, 1215, 1082, 1409]
article-sjoelen bbox=[1106, 929, 1552, 1005]
fixture-text: S.C.W. bbox=[1106, 2127, 1143, 2142]
ad-line2: MEERBODE.NL bbox=[416, 2090, 604, 2119]
article-chess bbox=[636, 1424, 1083, 1462]
lead-place: Kudelstaart - bbox=[171, 1100, 247, 1114]
fixture-text: F.C.A. V1 - H.F.D.W. V3 bbox=[1106, 2058, 1229, 2073]
article-body-col2 bbox=[866, 883, 1082, 1127]
photo-caption: Finn Vos Nederlandse Jeugdkampioen op de 1500 meter vrije slag. bbox=[1334, 678, 1541, 703]
fixture-row bbox=[1106, 1949, 1321, 1962]
article-body-col2 bbox=[402, 1903, 621, 2017]
article-body-col2 bbox=[866, 545, 1082, 795]
article-headline: Tweede bekerwinst voor FC Aalsmeer MO17-1 bbox=[636, 468, 1029, 545]
fixture-text: F.C.A. 4 - Pancratius 7 bbox=[1334, 2017, 1451, 2031]
article-womens-football bbox=[636, 433, 1083, 545]
fixture-time: 13.30 u bbox=[1281, 1990, 1321, 2004]
fixture-text: Zondag 29 oktober: bbox=[1334, 1948, 1446, 1962]
body-text: De volgende soos van de OVAK is op woensdag 1 november vanaf 14.00 uur in het Parochiehuis in de Gerberastraat. Het kaarten op 18 oktober is gewonnen door Addy Hofman met 5176 punten. Op twee is Tom Verlaan geëindigd met 5023 punten, op drie Anton van de Polder met 4989 punten en op vier Ruud Bartels met 4955 punten. bbox=[866, 2033, 1083, 2175]
article-table-tennis bbox=[636, 803, 1083, 876]
body-text: In de laatste twee etappes van 150 en 165 kilometer door het warme landschap van Kameroen met soms bbox=[171, 812, 389, 855]
article-author: Door Simon Groot bbox=[866, 1855, 973, 1869]
photo-credit: Foto: Ruud Meijer bbox=[636, 415, 731, 427]
fixture-row bbox=[1106, 2142, 1321, 2155]
fixture-text: S.C.W. 3 - D.E.M. 3 bbox=[1334, 1907, 1436, 1922]
result-class: B-Klasse: bbox=[1457, 1422, 1514, 1437]
fixture-time: 12.00 u bbox=[1281, 2003, 1321, 2018]
section-rule bbox=[636, 1418, 1083, 1419]
fixture-text: Marken 1 - F.C.A. 1 bbox=[1106, 1921, 1207, 1935]
